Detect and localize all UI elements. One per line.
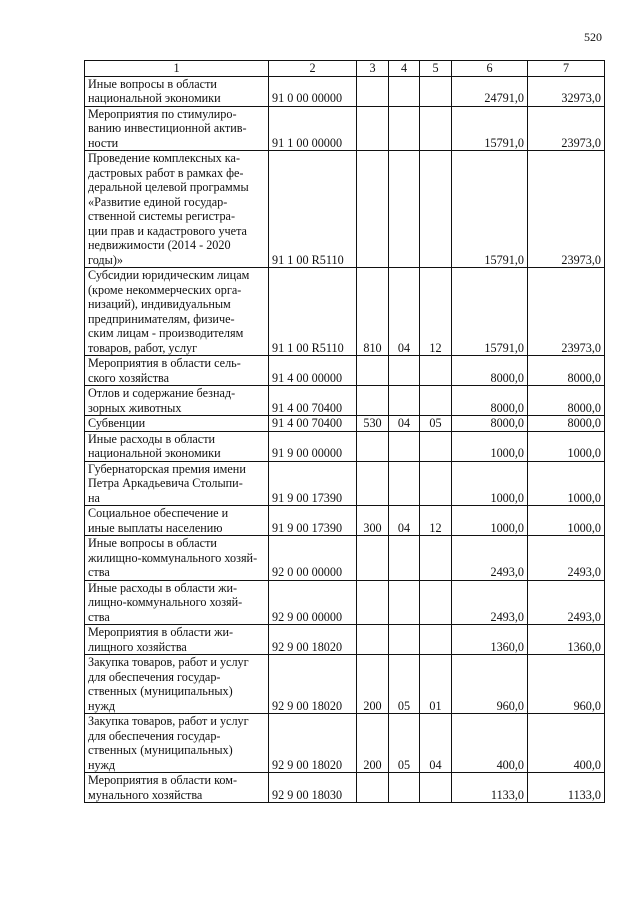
row-name-line: нужд (88, 698, 116, 713)
row-name-line: годы)» (88, 252, 123, 267)
row-col7-cell: 960,0 (528, 655, 605, 714)
row-col4-cell: 04 (389, 268, 420, 356)
row-col4-cell: 04 (389, 416, 420, 432)
row-name-cell (85, 506, 269, 536)
table-row (85, 416, 605, 432)
row-code-cell: 91 4 00 70400 (269, 416, 357, 432)
row-col3-cell (357, 106, 389, 151)
row-col7-cell: 2493,0 (528, 580, 605, 625)
header-col-6: 6 (452, 61, 528, 77)
row-name-cell (85, 773, 269, 803)
row-col7-cell: 1000,0 (528, 431, 605, 461)
row-col5-cell (420, 536, 452, 581)
row-col6-cell: 15791,0 (452, 268, 528, 356)
row-name-cell (85, 431, 269, 461)
row-col6-cell: 1000,0 (452, 506, 528, 536)
row-col4-cell (389, 625, 420, 655)
row-name-line: низаций), индивидуальным (88, 297, 231, 311)
row-col5-cell: 04 (420, 714, 452, 773)
row-col4-cell (389, 461, 420, 506)
row-code-cell: 92 9 00 18020 (269, 655, 357, 714)
row-col4-cell (389, 386, 420, 416)
row-name-line: лищно-коммунального хозяй- (88, 595, 243, 609)
row-col3-cell: 200 (357, 714, 389, 773)
table-row (85, 268, 605, 356)
row-name-line: ства (88, 609, 110, 624)
page-number: 520 (584, 30, 602, 44)
row-name-line: Иные расходы в области жи- (88, 580, 238, 595)
row-name-line: для обеспечения государ- (88, 669, 221, 684)
row-name-cell (85, 151, 269, 268)
table-row (85, 461, 605, 506)
row-name-cell (85, 386, 269, 416)
row-col7-cell: 23973,0 (528, 106, 605, 151)
row-col3-cell: 530 (357, 416, 389, 432)
header-col-4: 4 (389, 61, 420, 77)
row-col7-cell: 2493,0 (528, 536, 605, 581)
row-col3-cell: 200 (357, 655, 389, 714)
row-col3-cell (357, 356, 389, 386)
row-name-line: национальной экономики (88, 446, 221, 460)
row-name-line: ственных (муниципальных) (88, 743, 233, 757)
row-col5-cell: 12 (420, 268, 452, 356)
row-col3-cell (357, 461, 389, 506)
row-code-cell: 91 9 00 17390 (269, 461, 357, 506)
row-col3-cell (357, 625, 389, 655)
row-name-cell (85, 714, 269, 773)
row-name-line: иные выплаты населению (88, 520, 223, 535)
row-name-line: нужд (88, 757, 116, 772)
row-name-line: Петра Аркадьевича Столыпи- (88, 476, 243, 490)
row-name-cell (85, 76, 269, 106)
row-col3-cell (357, 773, 389, 803)
row-code-cell: 91 0 00 00000 (269, 76, 357, 106)
row-col3-cell: 810 (357, 268, 389, 356)
row-col5-cell (420, 356, 452, 386)
row-name-line: ции прав и кадастрового учета (88, 223, 247, 238)
row-col7-cell: 8000,0 (528, 386, 605, 416)
row-col5-cell (420, 625, 452, 655)
row-col4-cell (389, 76, 420, 106)
row-name-line: ности (88, 135, 119, 150)
budget-table (84, 60, 605, 803)
row-col6-cell: 2493,0 (452, 536, 528, 581)
row-col7-cell: 1000,0 (528, 461, 605, 506)
table-row (85, 655, 605, 714)
row-col4-cell (389, 431, 420, 461)
header-col-7: 7 (528, 61, 605, 77)
table-row (85, 106, 605, 151)
table-row (85, 356, 605, 386)
row-col7-cell: 8000,0 (528, 356, 605, 386)
row-col6-cell: 1000,0 (452, 431, 528, 461)
row-name-line: (кроме некоммерческих орга- (88, 282, 242, 297)
row-col4-cell (389, 580, 420, 625)
row-name-line: Закупка товаров, работ и услуг (88, 655, 249, 669)
table-row (85, 773, 605, 803)
row-col7-cell: 1133,0 (528, 773, 605, 803)
row-col3-cell (357, 151, 389, 268)
row-name-cell (85, 580, 269, 625)
row-name-line: жилищно-коммунального хозяй- (88, 550, 258, 565)
row-name-line: Субвенции (88, 416, 146, 430)
row-col7-cell: 400,0 (528, 714, 605, 773)
row-col3-cell (357, 536, 389, 581)
row-col7-cell: 8000,0 (528, 416, 605, 432)
row-name-line: Мероприятия в области ком- (88, 773, 238, 787)
row-col7-cell: 23973,0 (528, 151, 605, 268)
table-row (85, 151, 605, 268)
row-name-line: недвижимости (2014 - 2020 (88, 238, 231, 252)
row-name-cell (85, 461, 269, 506)
row-col6-cell: 1360,0 (452, 625, 528, 655)
row-col7-cell: 1360,0 (528, 625, 605, 655)
row-code-cell: 92 9 00 00000 (269, 580, 357, 625)
row-name-line: Иные расходы в области (88, 431, 216, 446)
table-row (85, 76, 605, 106)
row-name-line: для обеспечения государ- (88, 728, 221, 743)
row-name-line: деральной целевой программы (88, 180, 249, 194)
row-code-cell: 91 4 00 70400 (269, 386, 357, 416)
row-name-line: Проведение комплексных ка- (88, 151, 241, 165)
row-code-cell: 92 9 00 18020 (269, 625, 357, 655)
row-col5-cell: 01 (420, 655, 452, 714)
row-col6-cell: 15791,0 (452, 151, 528, 268)
row-col5-cell (420, 76, 452, 106)
row-name-cell (85, 625, 269, 655)
row-col6-cell: 8000,0 (452, 356, 528, 386)
row-name-line: Мероприятия по стимулиро- (88, 106, 237, 121)
row-name-line: предпринимателям, физиче- (88, 311, 235, 326)
row-name-cell (85, 268, 269, 356)
row-name-line: зорных животных (88, 400, 182, 415)
row-code-cell: 92 0 00 00000 (269, 536, 357, 581)
row-name-line: товаров, работ, услуг (88, 340, 198, 355)
row-code-cell: 91 9 00 00000 (269, 431, 357, 461)
row-col7-cell: 1000,0 (528, 506, 605, 536)
row-name-line: ственной системы регистра- (88, 209, 236, 223)
row-col5-cell (420, 106, 452, 151)
row-col5-cell (420, 580, 452, 625)
row-name-line: ства (88, 565, 110, 579)
row-col5-cell: 05 (420, 416, 452, 432)
row-col6-cell: 1133,0 (452, 773, 528, 803)
row-col4-cell: 05 (389, 714, 420, 773)
row-name-cell (85, 536, 269, 581)
row-col6-cell: 960,0 (452, 655, 528, 714)
row-name-line: Губернаторская премия имени (88, 461, 246, 476)
row-col6-cell: 400,0 (452, 714, 528, 773)
row-code-cell: 91 1 00 R5110 (269, 268, 357, 356)
row-name-line: ского хозяйства (88, 370, 170, 385)
row-name-cell (85, 106, 269, 151)
row-col4-cell (389, 106, 420, 151)
row-code-cell: 91 1 00 R5110 (269, 151, 357, 268)
row-name-line: Закупка товаров, работ и услуг (88, 714, 249, 728)
row-code-cell: 92 9 00 18020 (269, 714, 357, 773)
row-col4-cell (389, 536, 420, 581)
row-col4-cell (389, 151, 420, 268)
row-col6-cell: 8000,0 (452, 416, 528, 432)
header-col-2: 2 (269, 61, 357, 77)
table-row (85, 536, 605, 581)
row-code-cell: 92 9 00 18030 (269, 773, 357, 803)
header-row (85, 61, 605, 77)
row-col4-cell (389, 356, 420, 386)
row-code-cell: 91 9 00 17390 (269, 506, 357, 536)
row-col5-cell (420, 431, 452, 461)
row-col7-cell: 23973,0 (528, 268, 605, 356)
table-row (85, 580, 605, 625)
row-code-cell: 91 1 00 00000 (269, 106, 357, 151)
row-code-cell: 91 4 00 00000 (269, 356, 357, 386)
row-name-line: национальной экономики (88, 91, 221, 105)
row-name-line: Мероприятия в области сель- (88, 356, 241, 370)
table-row (85, 625, 605, 655)
row-col4-cell: 05 (389, 655, 420, 714)
row-col5-cell: 12 (420, 506, 452, 536)
row-col4-cell (389, 773, 420, 803)
row-col6-cell: 1000,0 (452, 461, 528, 506)
row-col5-cell (420, 773, 452, 803)
row-name-line: Иные вопросы в области (88, 76, 217, 91)
row-col5-cell (420, 386, 452, 416)
table-row (85, 431, 605, 461)
row-col5-cell (420, 461, 452, 506)
row-col6-cell: 15791,0 (452, 106, 528, 151)
row-name-line: дастровых работ в рамках фе- (88, 165, 244, 180)
row-name-line: Субсидии юридическим лицам (88, 268, 250, 282)
row-col7-cell: 32973,0 (528, 76, 605, 106)
row-name-line: «Развитие единой государ- (88, 194, 228, 209)
row-name-line: мунального хозяйства (88, 787, 203, 802)
row-col3-cell (357, 580, 389, 625)
row-name-line: на (88, 490, 100, 505)
row-name-line: ственных (муниципальных) (88, 684, 233, 698)
row-col6-cell: 8000,0 (452, 386, 528, 416)
row-name-line: Социальное обеспечение и (88, 506, 229, 520)
row-name-cell (85, 416, 269, 432)
row-col3-cell: 300 (357, 506, 389, 536)
row-name-line: лищного хозяйства (88, 639, 187, 654)
row-col3-cell (357, 386, 389, 416)
row-name-line: Отлов и содержание безнад- (88, 386, 236, 400)
row-col6-cell: 2493,0 (452, 580, 528, 625)
header-col-3: 3 (357, 61, 389, 77)
row-col5-cell (420, 151, 452, 268)
row-name-line: Иные вопросы в области (88, 536, 217, 550)
row-name-line: ским лицам - производителям (88, 326, 244, 340)
row-name-line: ванию инвестиционной актив- (88, 121, 247, 135)
row-name-cell (85, 655, 269, 714)
row-col4-cell: 04 (389, 506, 420, 536)
row-name-cell (85, 356, 269, 386)
row-col3-cell (357, 76, 389, 106)
row-col6-cell: 24791,0 (452, 76, 528, 106)
table-body (85, 76, 605, 803)
header-col-1: 1 (85, 61, 269, 77)
table-row (85, 506, 605, 536)
row-col3-cell (357, 431, 389, 461)
table-row (85, 386, 605, 416)
header-col-5: 5 (420, 61, 452, 77)
table-row (85, 714, 605, 773)
row-name-line: Мероприятия в области жи- (88, 625, 234, 639)
